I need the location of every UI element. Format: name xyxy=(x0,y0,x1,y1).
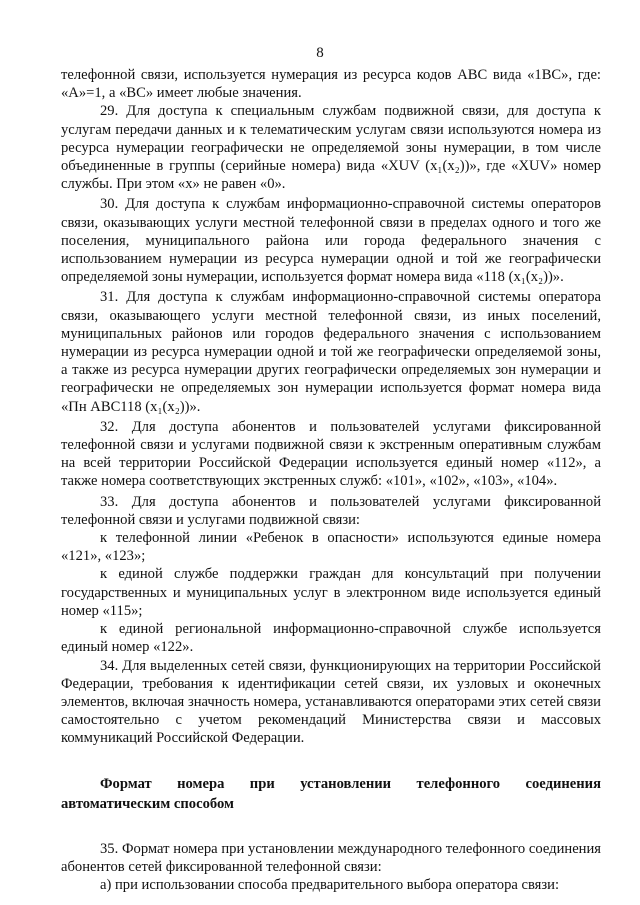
paragraph-35: 35. Формат номера при установлении международного телефонного соединения абонентов сетей фиксированной телефонной связи: xyxy=(61,840,601,875)
paragraph-35-item-a: а) при использовании способа предварительного выбора оператора связи: xyxy=(100,876,560,893)
paragraph-31: 31. Для доступа к службам информационно-справочной системы оператора связи, оказывающего услуги местной телефонной связи, из иных поселений, муниципальных районов или городов федерального значения с использованием нумерации из ресурса нумерации одной и той же географически определяемой зоны, а также из ресурса нумерации других географически определяемых зон нумерации и географически не определяемых зон нумерации используется формат номера вида «Пн ABC118 (x₁(x₂))». xyxy=(61,289,601,415)
paragraph-33-item-child-line: к телефонной линии «Ребенок в опасности» используются единые номера «121», «123»; xyxy=(61,530,601,565)
paragraph-continuation: телефонной связи, используется нумерация из ресурса кодов ABC вида «1BC», где: «A»=1, а «BC» имеет любые значения. xyxy=(61,67,601,102)
paragraph-33-item-regional-service: к единой региональной информационно-справочной службе используется единый номер «122». xyxy=(61,621,601,656)
paragraph-32: 32. Для доступа абонентов и пользователей услугами фиксированной телефонной связи и услугами подвижной связи к экстренным оперативным службам на всей территории Российской Федерации используется единый номер «112», а также номера соответствующих экстренных служб: «101», «102», «103», «104». xyxy=(61,418,601,490)
paragraph-34: 34. Для выделенных сетей связи, функционирующих на территории Российской Федерации, требования к идентификации сетей связи, их узловых и оконечных элементов, включая значность номера, устанавливаются операторами этих сетей связи самостоятельно с учетом рекомендаций Министерства связи и массовых коммуникаций Российской Федерации. xyxy=(61,657,601,747)
paragraph-30: 30. Для доступа к службам информационно-справочной системы операторов связи, оказывающих услуги местной телефонной связи в пределах одного и того же поселения, муниципального района или города федерального значения с использованием нумерации из ресурса нумерации одной и той же географически определяемой зоны нумерации, используется формат номера вида «118 (x₁(x₂))». xyxy=(61,196,601,286)
document-body xyxy=(61,66,601,894)
section-heading: Формат номера при установлении телефонного соединения автоматическим способом xyxy=(61,775,601,812)
paragraph-33: 33. Для доступа абонентов и пользователей услугами фиксированной телефонной связи и услугами подвижной связи: xyxy=(61,493,601,528)
paragraph-29: 29. Для доступа к специальным службам подвижной связи, для доступа к услугам передачи данных и к телематическим услугам связи используются номера из ресурса нумерации географически не определяемой зоны нумерации, в том числе объединенные в группы (серийные номера) вида «XUV (x₁(x₂))», где «XUV» номер службы. При этом «x» не равен «0». xyxy=(61,103,601,193)
paragraph-33-item-support-service: к единой службе поддержки граждан для консультаций при получении государственных и муниципальных услуг в электронном виде используется единый номер «115»; xyxy=(61,566,601,619)
page-number: 8 xyxy=(316,45,324,61)
